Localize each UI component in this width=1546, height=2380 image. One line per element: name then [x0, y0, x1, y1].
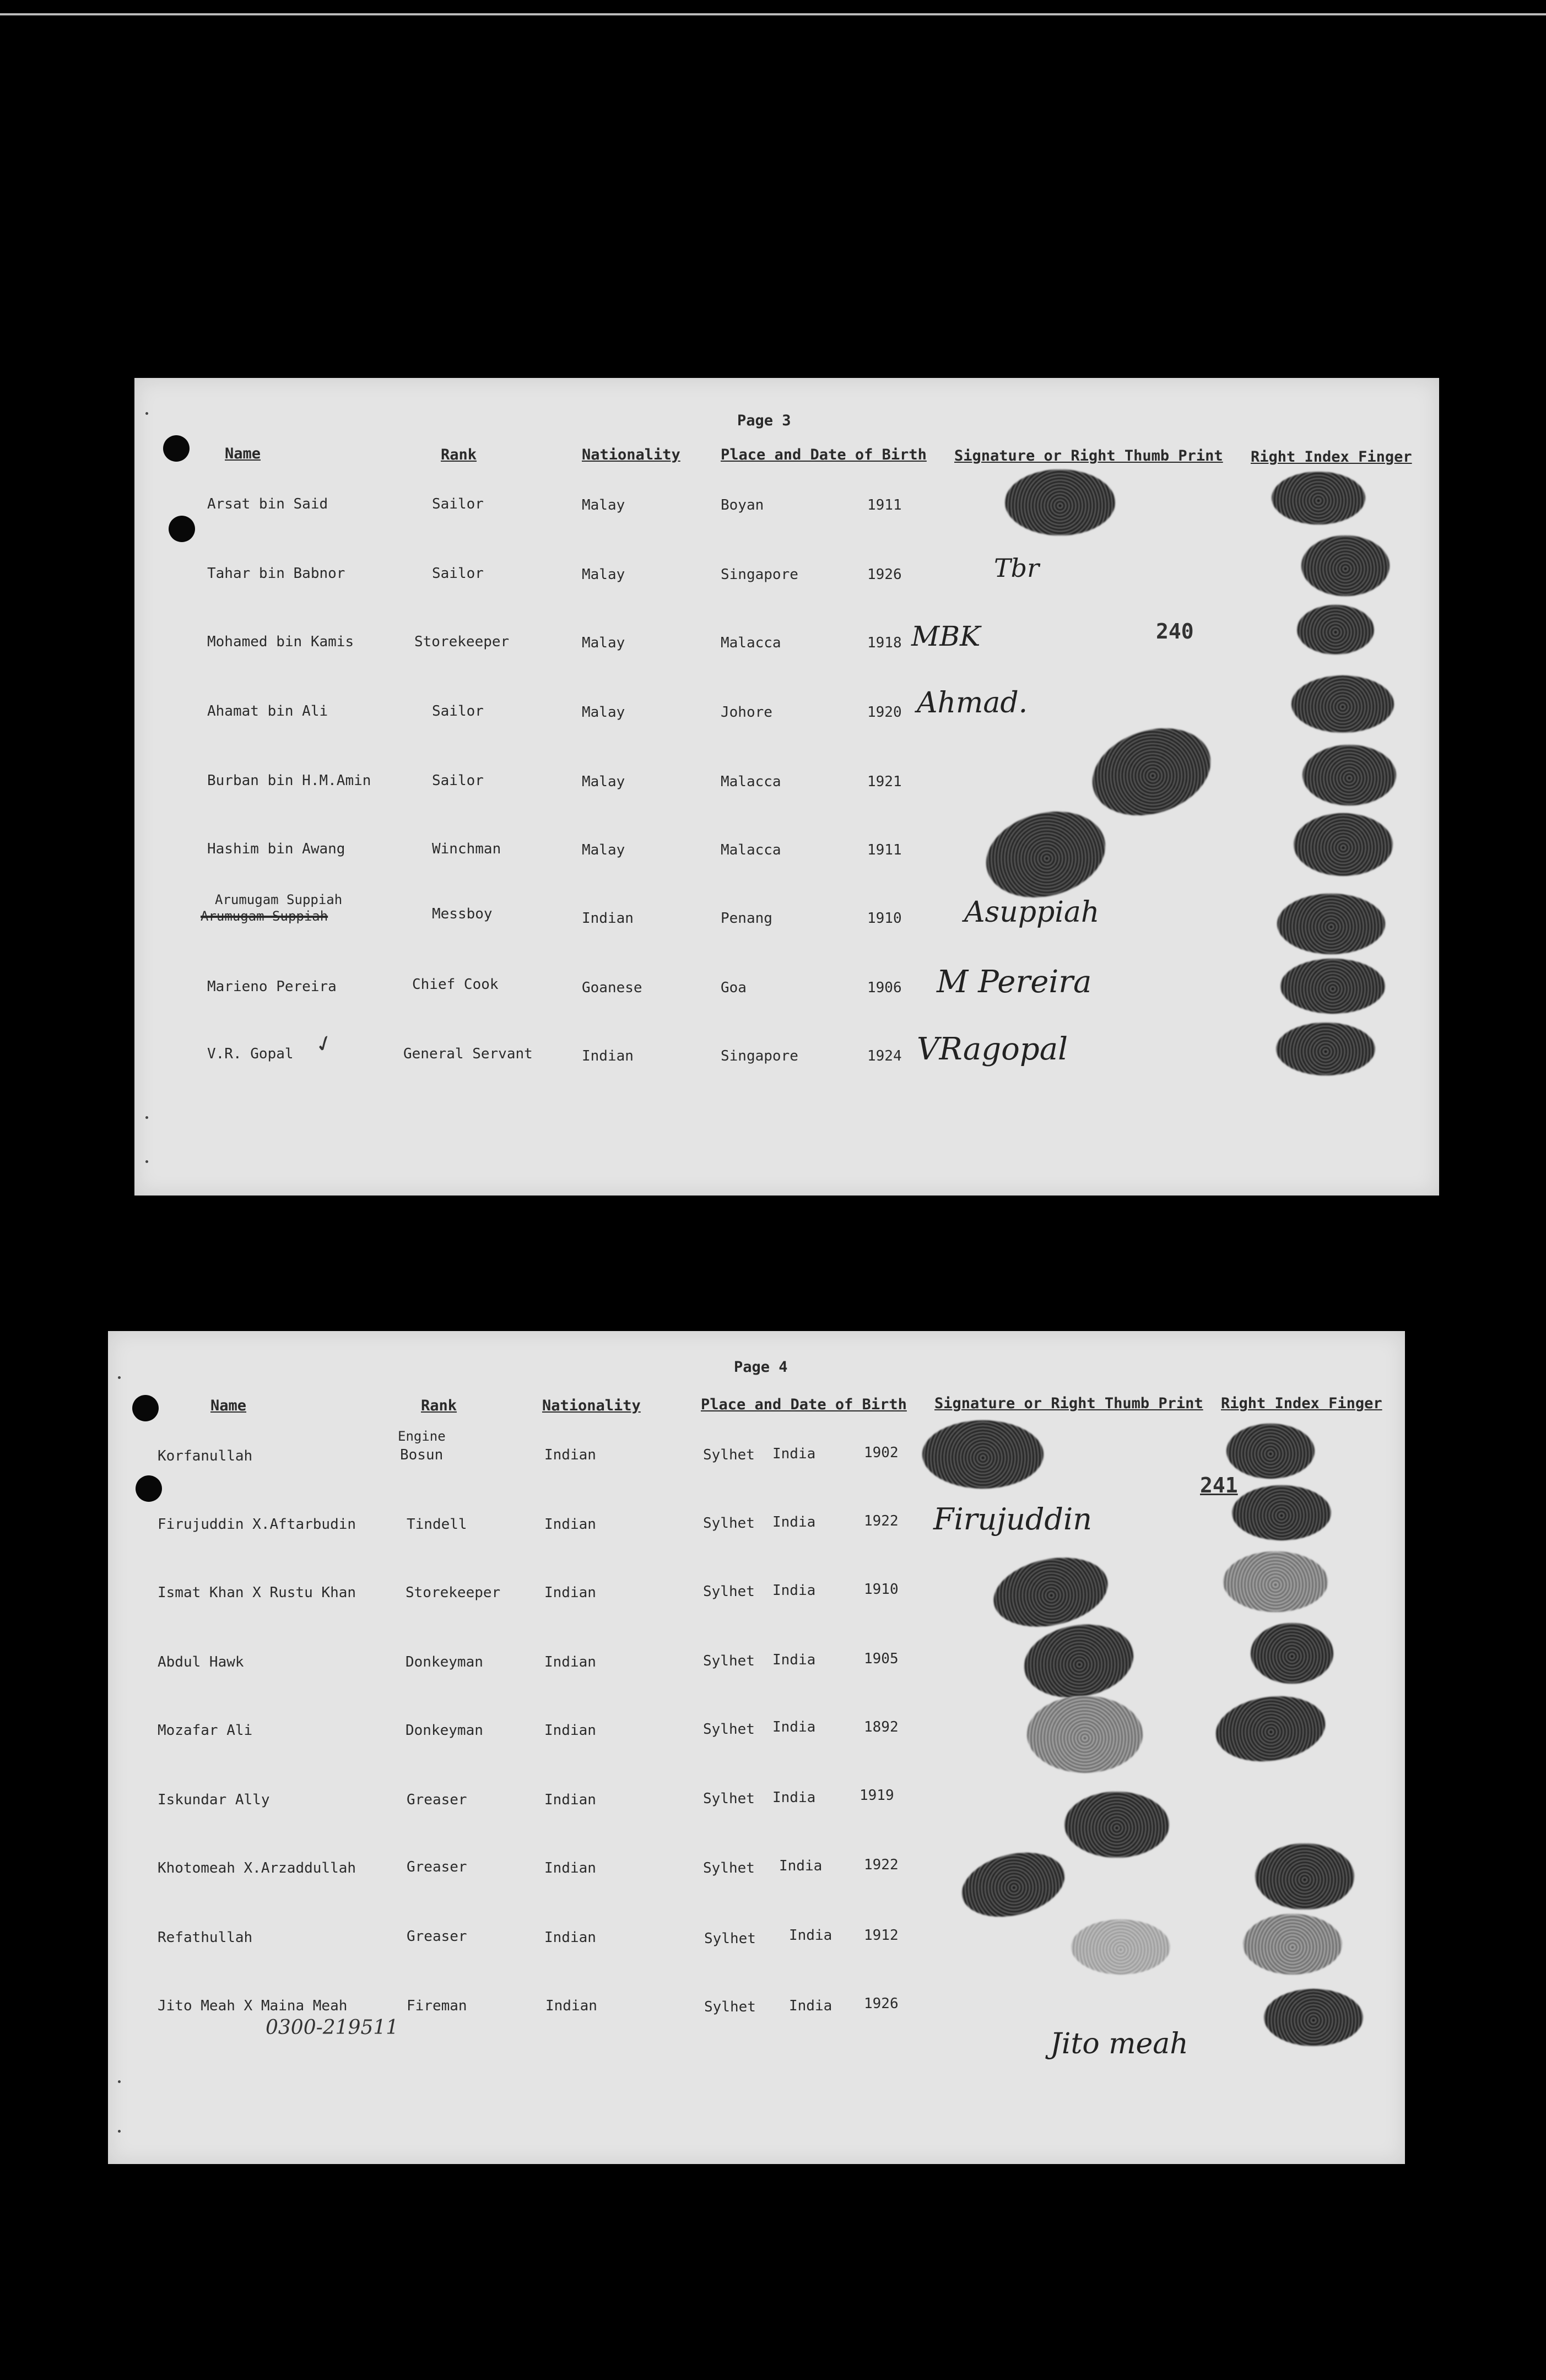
- index-finger-print: [1276, 1023, 1375, 1075]
- index-finger-print: [1264, 1989, 1363, 2046]
- row-place: Sylhet: [704, 1930, 756, 1947]
- row-place: Sylhet: [703, 1447, 755, 1463]
- speck: [145, 412, 148, 415]
- thumb-print: [1064, 1792, 1169, 1858]
- thumb-print: [1071, 1919, 1170, 1975]
- page-stamp-number: 240: [1156, 619, 1194, 643]
- row-nationality: Indian: [544, 1516, 596, 1533]
- row-place: Johore: [721, 704, 772, 721]
- speck: [145, 1116, 148, 1119]
- row-rank: Storekeeper: [414, 634, 510, 650]
- row-name: Korfanullah: [158, 1448, 253, 1464]
- row-rank: Messboy: [432, 906, 493, 922]
- row-country: India: [789, 1998, 833, 2014]
- signature: Jito meah: [1050, 2027, 1188, 2060]
- row-place: Goa: [721, 980, 747, 996]
- row-name: Hashim bin Awang: [207, 841, 345, 857]
- row-place: Sylhet: [703, 1653, 755, 1669]
- row-rank: General Servant: [403, 1046, 533, 1062]
- row-name: Mozafar Ali: [158, 1722, 253, 1739]
- row-rank: Chief Cook: [412, 976, 499, 993]
- row-rank: Fireman: [407, 1998, 467, 2014]
- row-year: 1911: [867, 842, 902, 858]
- row-rank: Sailor: [432, 772, 484, 789]
- signature: Firujuddin: [933, 1502, 1093, 1537]
- row-name: Burban bin H.M.Amin: [207, 772, 371, 789]
- punch-hole: [169, 516, 195, 542]
- row-name: Arsat bin Said: [207, 496, 328, 512]
- page-stamp-number: 241: [1200, 1473, 1238, 1497]
- row-name: Arumugam Suppiah: [215, 892, 343, 907]
- thumb-print: [1018, 1616, 1139, 1706]
- signature: Ahmad.: [917, 686, 1028, 720]
- row-place: Sylhet: [703, 1721, 755, 1738]
- row-place: Boyan: [721, 497, 764, 513]
- row-name: Mohamed bin Kamis: [207, 634, 354, 650]
- punch-hole: [136, 1475, 162, 1502]
- row-country: India: [772, 1582, 816, 1599]
- row-place: Malacca: [721, 842, 781, 858]
- punch-hole: [163, 435, 190, 462]
- row-year: 1922: [864, 1857, 899, 1873]
- row-nationality: Malay: [582, 497, 625, 513]
- index-finger-print: [1294, 813, 1393, 876]
- row-name: Abdul Hawk: [158, 1654, 244, 1670]
- row-country: India: [772, 1514, 816, 1530]
- row-place: Singapore: [721, 566, 798, 583]
- row-nationality: Indian: [544, 1722, 596, 1739]
- row-year: 1905: [864, 1651, 899, 1667]
- row-nationality: Indian: [544, 1792, 596, 1808]
- signature: M Pereira: [937, 964, 1092, 1000]
- row-year: 1912: [864, 1927, 899, 1944]
- row-rank: Bosun: [400, 1447, 444, 1463]
- row-country: India: [789, 1927, 833, 1944]
- row-place: Malacca: [721, 774, 781, 790]
- row-year: 1902: [864, 1445, 899, 1461]
- page-number: Page 3: [737, 412, 791, 429]
- row-place: Malacca: [721, 635, 781, 651]
- header-index-finger: Right Index Finger: [1221, 1395, 1382, 1412]
- row-rank: Donkeyman: [406, 1654, 483, 1670]
- row-rank-line1: Engine: [398, 1429, 446, 1444]
- signature: MBK: [911, 620, 981, 652]
- row-nationality: Malay: [582, 774, 625, 790]
- row-year: 1892: [864, 1719, 899, 1735]
- document-sheet-page-3: [134, 378, 1439, 1196]
- row-year: 1920: [867, 704, 902, 721]
- thumb-print: [955, 1843, 1072, 1927]
- handwritten-reference-number: 0300-219511: [266, 2016, 399, 2039]
- row-nationality: Goanese: [582, 980, 642, 996]
- index-finger-print: [1212, 1690, 1329, 1768]
- signature: Tbr: [994, 553, 1040, 583]
- row-name: Ahamat bin Ali: [207, 703, 328, 720]
- header-signature: Signature or Right Thumb Print: [934, 1395, 1203, 1412]
- row-rank: Tindell: [407, 1516, 467, 1533]
- signature: VRagopal: [917, 1031, 1068, 1067]
- thumb-print: [1005, 469, 1115, 536]
- row-nationality: Malay: [582, 566, 625, 583]
- index-finger-print: [1272, 472, 1365, 524]
- header-nationality: Nationality: [542, 1397, 641, 1414]
- row-name: Iskundar Ally: [158, 1792, 270, 1808]
- row-rank: Storekeeper: [406, 1584, 501, 1601]
- row-nationality: Malay: [582, 635, 625, 651]
- row-nationality: Malay: [582, 842, 625, 858]
- index-finger-print: [1277, 894, 1385, 954]
- row-rank: Sailor: [432, 703, 484, 720]
- row-rank: Greaser: [407, 1792, 467, 1808]
- index-finger-print: [1297, 605, 1374, 654]
- row-nationality: Indian: [582, 910, 634, 927]
- top-border-line: [0, 13, 1546, 15]
- row-place: Sylhet: [703, 1583, 755, 1600]
- thumb-print: [1027, 1696, 1143, 1773]
- header-rank: Rank: [441, 446, 477, 463]
- row-country: India: [772, 1652, 816, 1668]
- row-year: 1922: [864, 1513, 899, 1529]
- row-nationality: Indian: [544, 1860, 596, 1876]
- row-place: Sylhet: [703, 1860, 755, 1876]
- index-finger-print: [1232, 1485, 1331, 1540]
- row-year: 1919: [860, 1787, 894, 1804]
- row-name: Firujuddin X.Aftarbudin: [158, 1516, 356, 1533]
- row-year: 1910: [867, 910, 902, 927]
- row-nationality: Indian: [545, 1998, 597, 2014]
- row-place: Sylhet: [703, 1515, 755, 1532]
- header-signature: Signature or Right Thumb Print: [954, 447, 1223, 464]
- row-country: India: [772, 1719, 816, 1735]
- row-year: 1911: [867, 497, 902, 513]
- row-nationality: Indian: [544, 1447, 596, 1463]
- check-mark: ✓: [311, 1029, 338, 1059]
- row-rank: Greaser: [407, 1859, 467, 1875]
- index-finger-print: [1280, 959, 1385, 1014]
- row-name-struck: Arumugam Suppiah: [201, 908, 328, 924]
- thumb-print: [922, 1420, 1044, 1489]
- page-number: Page 4: [734, 1359, 788, 1376]
- header-rank: Rank: [421, 1397, 457, 1414]
- row-country: India: [779, 1858, 823, 1874]
- header-name: Name: [210, 1397, 247, 1414]
- index-finger-print: [1255, 1843, 1354, 1910]
- row-nationality: Indian: [544, 1929, 596, 1946]
- row-rank: Sailor: [432, 565, 484, 582]
- row-rank: Winchman: [432, 841, 501, 857]
- row-rank: Sailor: [432, 496, 484, 512]
- speck: [118, 2080, 121, 2083]
- row-place: Singapore: [721, 1048, 798, 1064]
- thumb-print: [987, 1548, 1114, 1636]
- row-name: V.R. Gopal: [207, 1046, 294, 1062]
- row-name: Jito Meah X Maina Meah: [158, 1998, 348, 2014]
- row-country: India: [772, 1446, 816, 1462]
- index-finger-print: [1226, 1424, 1315, 1479]
- index-finger-print: [1223, 1551, 1328, 1612]
- index-finger-print: [1243, 1914, 1342, 1975]
- row-nationality: Indian: [544, 1654, 596, 1670]
- row-year: 1906: [867, 980, 902, 996]
- row-year: 1926: [867, 566, 902, 583]
- row-year: 1910: [864, 1581, 899, 1598]
- row-year: 1921: [867, 774, 902, 790]
- header-place-date: Place and Date of Birth: [721, 446, 927, 463]
- row-name: Refathullah: [158, 1929, 253, 1946]
- header-nationality: Nationality: [582, 446, 680, 463]
- row-nationality: Indian: [582, 1048, 634, 1064]
- row-place: Penang: [721, 910, 772, 927]
- row-name: Marieno Pereira: [207, 978, 337, 995]
- speck: [145, 1160, 148, 1163]
- row-rank: Donkeyman: [406, 1722, 483, 1739]
- speck: [118, 1376, 121, 1379]
- index-finger-print: [1251, 1623, 1333, 1684]
- thumb-print: [1081, 714, 1222, 830]
- row-name: Khotomeah X.Arzaddullah: [158, 1860, 356, 1876]
- index-finger-print: [1301, 536, 1390, 596]
- header-index-finger: Right Index Finger: [1251, 448, 1412, 466]
- header-name: Name: [225, 445, 261, 462]
- signature: Asuppiah: [964, 896, 1100, 929]
- row-nationality: Indian: [544, 1584, 596, 1601]
- row-place: Sylhet: [703, 1791, 755, 1807]
- header-place-date: Place and Date of Birth: [701, 1396, 907, 1413]
- row-name: Tahar bin Babnor: [207, 565, 345, 582]
- thumb-print: [976, 799, 1115, 910]
- row-place: Sylhet: [704, 1999, 756, 2015]
- punch-hole: [132, 1395, 159, 1421]
- index-finger-print: [1302, 745, 1396, 805]
- document-sheet-page-4: [108, 1331, 1405, 2164]
- index-finger-print: [1291, 675, 1394, 733]
- row-year: 1924: [867, 1048, 902, 1064]
- row-name: Ismat Khan X Rustu Khan: [158, 1584, 356, 1601]
- speck: [118, 2130, 121, 2133]
- row-nationality: Malay: [582, 704, 625, 721]
- row-country: India: [772, 1789, 816, 1806]
- row-year: 1918: [867, 635, 902, 651]
- row-year: 1926: [864, 1995, 899, 2012]
- row-rank: Greaser: [407, 1928, 467, 1945]
